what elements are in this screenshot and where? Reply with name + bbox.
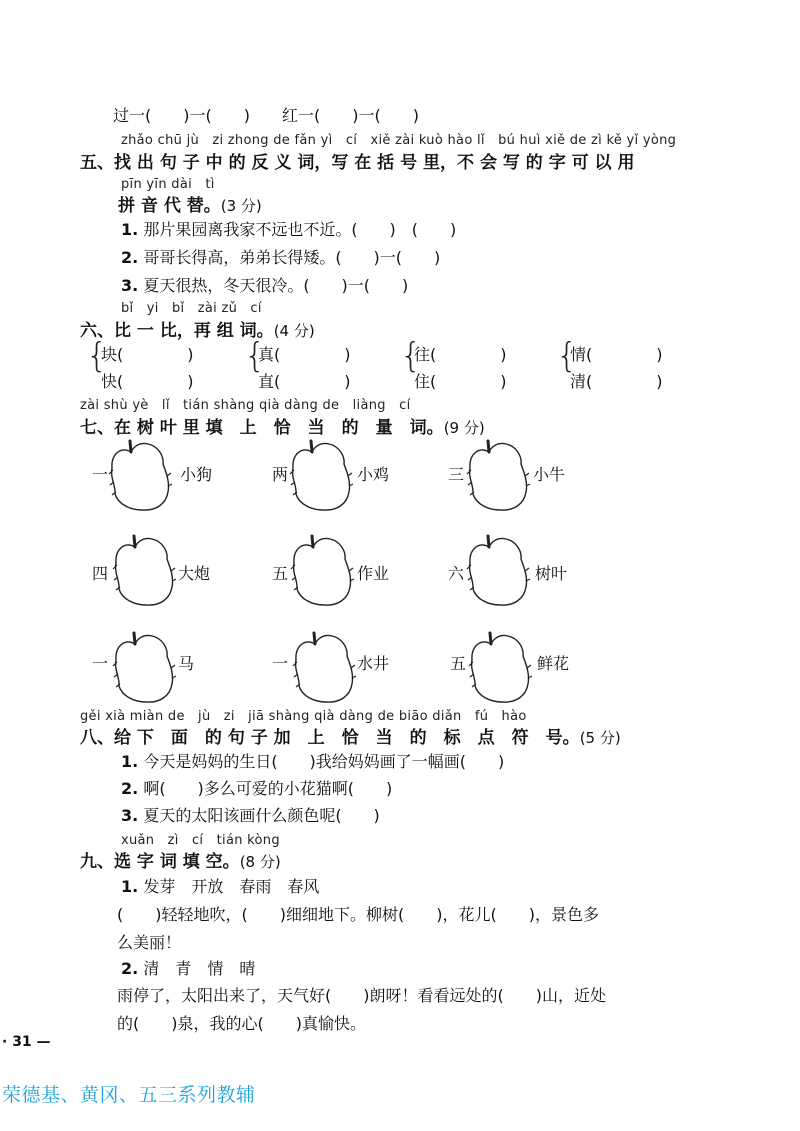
leaf-4-icon[interactable] (112, 527, 182, 611)
s5-item-text: 那片果园离我家不远也不近。( ) ( ) (143, 220, 457, 239)
s8-points: (5 分) (579, 729, 621, 747)
s6-title-line (80, 316, 315, 341)
s8-item-text: 啊( )多么可爱的小花猫啊( ) (143, 779, 393, 798)
s9-title: 九、选 字 词 填 空。 (80, 852, 240, 872)
s5-pinyin-line1: zhǎo chū jù zi zhong de fǎn yì cí xiě zài kuò hào lǐ bú huì xiě de zì kě yǐ yòng (121, 133, 677, 148)
leaf-6-icon[interactable] (466, 527, 536, 611)
leaf-1-post: 小狗 (180, 465, 213, 484)
s7-pinyin: zài shù yè lǐ tián shàng qià dàng de liàng cí (80, 398, 411, 413)
leaf-3-post: 小牛 (533, 465, 566, 484)
s8-item-2 (121, 776, 392, 799)
leaf-8-icon[interactable] (292, 624, 362, 708)
leaf-2-pre: 两 (272, 465, 289, 484)
s8-title: 八、给 下 面 的 句 子 加 上 恰 当 的 标 点 符 号。 (80, 728, 580, 748)
page-number: · 31 — (2, 1034, 51, 1050)
leaf-7-post: 马 (178, 654, 195, 673)
top-line: 过一( )一( ) 红一( )一( ) (113, 106, 419, 125)
s7-points: (9 分) (443, 419, 485, 437)
s5-item-number: 1. (121, 220, 139, 239)
s6-pair-3-bottom: 住( ) (414, 372, 507, 391)
s9-q1-words-line (121, 874, 319, 897)
s8-item-text: 夏天的太阳该画什么颜色呢( ) (143, 806, 380, 825)
s7-title: 七、在 树 叶 里 填 上 恰 当 的 量 词。 (80, 418, 444, 438)
s6-pair-3-top: 往( ) (414, 345, 507, 364)
s6-brace-4: { (556, 336, 578, 376)
s5-item-text: 哥哥长得高，弟弟长得矮。( )一( ) (143, 248, 441, 267)
leaf-6-pre: 六 (448, 564, 465, 583)
s6-pair-1-top: 块( ) (101, 345, 194, 364)
leaf-4-post: 大炮 (178, 564, 211, 583)
leaf-8-pre: 一 (272, 654, 289, 673)
footer-brand: 荣德基、黄冈、五三系列教辅 (2, 1084, 256, 1106)
s9-q2-line2: 的( )泉，我的心( )真愉快。 (117, 1014, 366, 1033)
leaf-7-icon[interactable] (112, 624, 182, 708)
leaf-2-icon[interactable] (289, 432, 359, 516)
s5-item-1 (121, 217, 456, 240)
leaf-9-icon[interactable] (468, 624, 538, 708)
s9-q2-number: 2. (121, 959, 139, 978)
s9-points: (8 分) (239, 853, 281, 871)
s6-brace-1: { (86, 336, 108, 376)
s5-title-line1: 五、找 出 句 子 中 的 反 义 词，写 在 括 号 里，不 会 写 的 字 可 以 用 (80, 153, 635, 173)
leaf-1-pre: 一 (92, 465, 109, 484)
s5-pinyin-line2: pīn yīn dài tì (121, 177, 215, 192)
s9-q1-line1: ( )轻轻地吹，( )细细地下。柳树( )，花儿( )，景色多 (117, 905, 599, 924)
s8-item-number: 3. (121, 806, 139, 825)
leaf-6-post: 树叶 (535, 564, 568, 583)
s6-pair-4-bottom: 清( ) (570, 372, 663, 391)
leaf-3-pre: 三 (448, 465, 465, 484)
s6-title: 六、比 一 比，再 组 词。 (80, 321, 274, 341)
leaf-4-pre: 四 (92, 564, 109, 583)
s6-pinyin: bǐ yi bǐ zài zǔ cí (121, 301, 262, 316)
leaf-9-pre: 五 (450, 654, 467, 673)
leaf-7-pre: 一 (92, 654, 109, 673)
s8-item-number: 1. (121, 752, 139, 771)
s9-q1-number: 1. (121, 877, 139, 896)
s5-item-3 (121, 273, 408, 296)
s8-title-line (80, 723, 621, 748)
s9-q2-line1: 雨停了，太阳出来了，天气好( )朗呀！看看远处的( )山，近处 (117, 986, 606, 1005)
s9-q2-words-line (121, 956, 255, 979)
leaf-1-icon[interactable] (108, 432, 178, 516)
s9-pinyin: xuǎn zì cí tián kòng (121, 833, 280, 848)
leaf-5-post: 作业 (357, 564, 390, 583)
s5-title-line2 (118, 191, 262, 216)
s5-title-text: 拼 音 代 替。 (118, 196, 221, 216)
s9-q1-words: 发芽 开放 春雨 春风 (143, 877, 320, 896)
s6-pair-2-top: 真( ) (258, 345, 351, 364)
s5-item-number: 2. (121, 248, 139, 267)
s9-q2-words: 清 青 情 晴 (143, 959, 256, 978)
s6-points: (4 分) (273, 322, 315, 340)
s6-pair-4-top: 情( ) (570, 345, 663, 364)
s5-item-number: 3. (121, 276, 139, 295)
s5-item-2 (121, 245, 440, 268)
s8-item-number: 2. (121, 779, 139, 798)
s8-item-3 (121, 803, 380, 826)
leaf-2-post: 小鸡 (357, 465, 390, 484)
s8-item-text: 今天是妈妈的生日( )我给妈妈画了一幅画( ) (143, 752, 505, 771)
s8-item-1 (121, 749, 504, 772)
s5-item-text: 夏天很热，冬天很冷。( )一( ) (143, 276, 409, 295)
s8-pinyin: gěi xià miàn de jù zi jiā shàng qià dàng de biāo diǎn fú hào (80, 709, 527, 724)
s6-pair-1-bottom: 快( ) (101, 372, 194, 391)
leaf-5-pre: 五 (272, 564, 289, 583)
s6-brace-2: { (244, 336, 266, 376)
s9-q1-line2: 么美丽！ (117, 933, 182, 952)
leaf-3-icon[interactable] (466, 432, 536, 516)
s5-points: (3 分) (220, 197, 262, 215)
leaf-9-post: 鲜花 (537, 654, 570, 673)
leaf-8-post: 水井 (357, 654, 390, 673)
s6-brace-3: { (400, 336, 422, 376)
s6-pair-2-bottom: 直( ) (258, 372, 351, 391)
leaf-5-icon[interactable] (290, 527, 360, 611)
s9-title-line (80, 847, 281, 872)
